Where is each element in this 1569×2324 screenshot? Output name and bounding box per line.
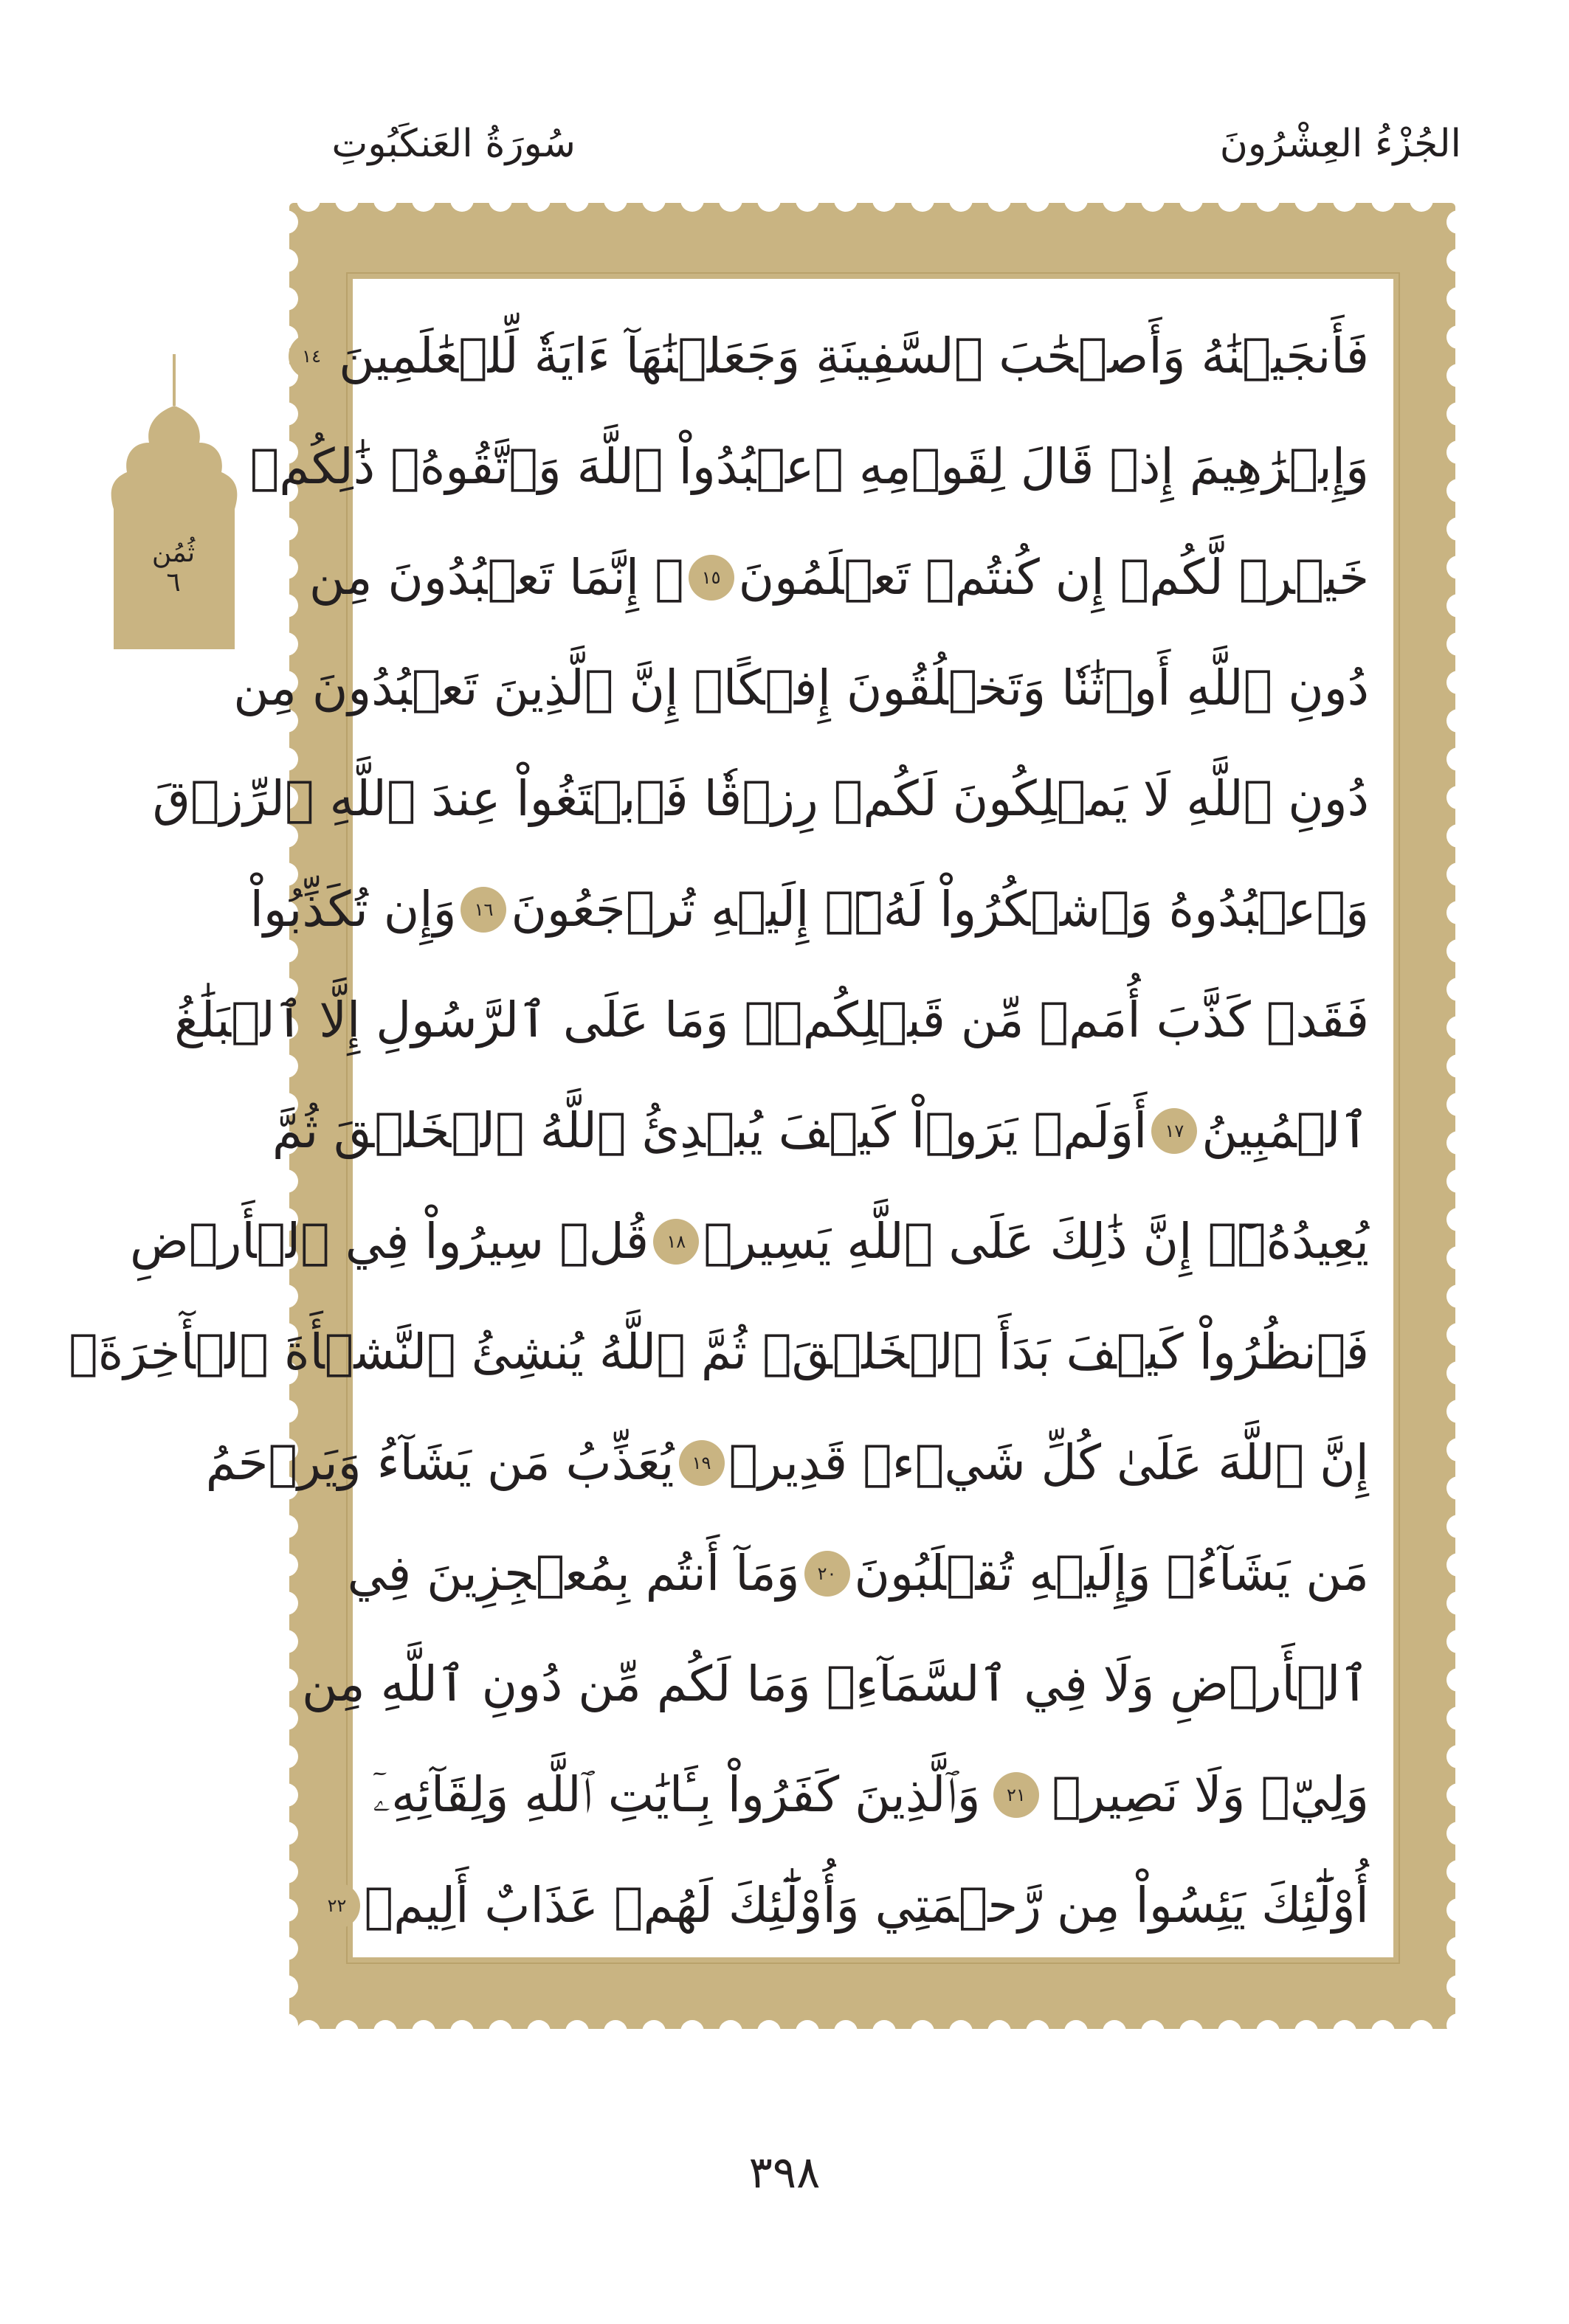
ayah-number-marker: ٢١ [993, 1772, 1039, 1818]
verse-text: فَٱنظُرُواْ كَيۡفَ بَدَأَ ٱلۡخَلۡقَۚ ثُمَّ ٱللَّهُ يُنشِئُ ٱلنَّشۡأَةَ ٱلۡأٓخِرَةَۚ [69, 1324, 1369, 1380]
ayah-number-marker: ١٩ [679, 1440, 725, 1486]
thumn-label-text: ثُمُن [151, 538, 196, 568]
quran-line [249, 854, 1369, 965]
thumn-label [111, 539, 236, 598]
quran-line [233, 633, 1369, 744]
quran-line [69, 1297, 1369, 1408]
quran-line [347, 1518, 1369, 1629]
ayah-number-marker: ١٨ [653, 1219, 699, 1265]
quran-line [272, 1076, 1369, 1186]
quran-line [205, 1408, 1369, 1518]
quran-line [152, 744, 1369, 854]
verse-text: وَمَآ أَنتُم بِمُعۡجِزِينَ فِي [347, 1545, 800, 1602]
verse-text: وَلِيّٖ وَلَا نَصِيرٖ [1052, 1766, 1369, 1823]
verse-text: دُونِ ٱللَّهِ لَا يَمۡلِكُونَ لَكُمۡ رِزۡقٗا فَٱبۡتَغُواْ عِندَ ٱللَّهِ ٱلرِّزۡقَ [152, 770, 1369, 827]
verse-text: أُوْلَٰٓئِكَ يَئِسُواْ مِن رَّحۡمَتِي وَأُوْلَٰٓئِكَ لَهُمۡ عَذَابٌ أَلِيمٞ [364, 1877, 1369, 1934]
quran-line [308, 522, 1369, 633]
verse-text: وَٱلَّذِينَ كَفَرُواْ بِـَٔايَٰتِ ٱللَّهِ وَلِقَآئِهِۦٓ [373, 1766, 981, 1823]
verse-text: يُعَذِّبُ مَن يَشَآءُ وَيَرۡحَمُ [205, 1434, 675, 1491]
verse-text: وَإِن تُكَذِّبُواْ [249, 881, 457, 938]
verse-text: قُلۡ سِيرُواْ فِي ٱلۡأَرۡضِ [130, 1213, 649, 1270]
thumn-number: ٦ [166, 567, 181, 598]
quran-line [130, 1186, 1369, 1297]
ayah-number-marker: ١٤ [289, 333, 334, 379]
ayah-number-marker: ٢٠ [804, 1551, 850, 1597]
ayah-number-marker: ٢٢ [314, 1883, 360, 1929]
verse-text: خَيۡرٞ لَّكُمۡ إِن كُنتُمۡ تَعۡلَمُونَ [738, 549, 1369, 606]
ayah-number-marker: ١٦ [461, 887, 506, 933]
verse-text: فَقَدۡ كَذَّبَ أُمَمٞ مِّن قَبۡلِكُمۡۖ وَمَا عَلَى ٱلرَّسُولِ إِلَّا ٱلۡبَلَٰغُ [174, 992, 1369, 1048]
quran-line [302, 1629, 1369, 1740]
ayah-number-marker: ١٥ [689, 555, 734, 601]
ayah-number-marker: ١٧ [1151, 1108, 1197, 1154]
verse-text: وَإِبۡرَٰهِيمَ إِذۡ قَالَ لِقَوۡمِهِ ٱعۡبُدُواْ ٱللَّهَ وَٱتَّقُوهُۖ ذَٰلِكُمۡ [249, 438, 1369, 495]
verse-text: فَأَنجَيۡنَٰهُ وَأَصۡحَٰبَ ٱلسَّفِينَةِ وَجَعَلۡنَٰهَآ ءَايَةٗ لِّلۡعَٰلَمِينَ [339, 328, 1369, 384]
verse-text: أَوَلَمۡ يَرَوۡاْ كَيۡفَ يُبۡدِئُ ٱللَّهُ ٱلۡخَلۡقَ ثُمَّ [272, 1102, 1148, 1159]
page-number: ٣٩٨ [748, 2147, 821, 2199]
verse-text: مَن يَشَآءُۖ وَإِلَيۡهِ تُقۡلَبُونَ [854, 1545, 1369, 1602]
verse-text: يُعِيدُهُۥٓۚ إِنَّ ذَٰلِكَ عَلَى ٱللَّهِ يَسِيرٞ [703, 1213, 1369, 1270]
verse-text: ۞ إِنَّمَا تَعۡبُدُونَ مِن [308, 549, 684, 606]
quran-line [302, 301, 1369, 412]
verse-text: إِنَّ ٱللَّهَ عَلَىٰ كُلِّ شَيۡءٖ قَدِيرٞ [728, 1434, 1369, 1491]
juz-title: الجُزْءُ العِشْرُونَ [1219, 122, 1461, 166]
quran-line [174, 965, 1369, 1076]
surah-title: سُورَةُ العَنكَبُوتِ [331, 122, 576, 166]
verse-text: ٱلۡأَرۡضِ وَلَا فِي ٱلسَّمَآءِۖ وَمَا لَكُم مِّن دُونِ ٱللَّهِ مِن [302, 1656, 1369, 1712]
quran-line [327, 1850, 1369, 1961]
verse-text: دُونِ ٱللَّهِ أَوۡثَٰنٗا وَتَخۡلُقُونَ إِفۡكًاۚ إِنَّ ٱلَّذِينَ تَعۡبُدُونَ مِن [233, 660, 1369, 716]
quran-line [249, 412, 1369, 522]
thumn-marker-shape [102, 354, 246, 649]
verse-text: ٱلۡمُبِينُ [1201, 1102, 1369, 1159]
quran-line [373, 1740, 1369, 1850]
verse-text: وَٱعۡبُدُوهُ وَٱشۡكُرُواْ لَهُۥٓۖ إِلَيۡهِ تُرۡجَعُونَ [511, 881, 1369, 938]
